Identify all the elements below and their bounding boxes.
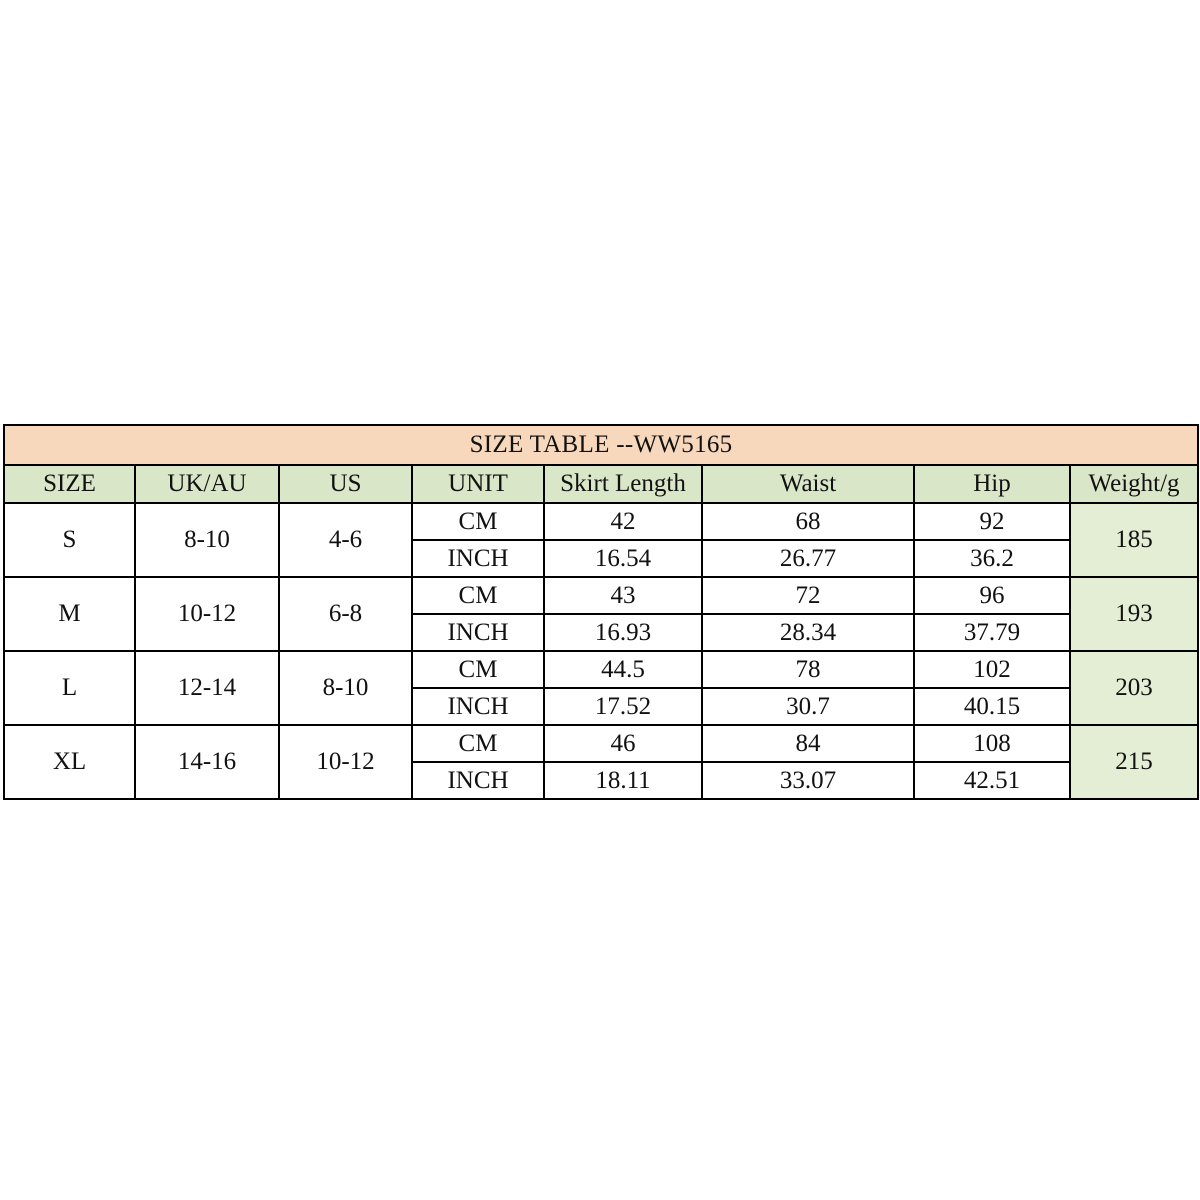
cell-skirt-inch: 17.52 [544, 688, 702, 725]
cell-ukau: 8-10 [135, 503, 279, 577]
cell-waist-inch: 30.7 [702, 688, 914, 725]
cell-waist-cm: 78 [702, 651, 914, 688]
column-header-ukau: UK/AU [135, 465, 279, 503]
cell-size: S [4, 503, 135, 577]
cell-unit-inch: INCH [412, 762, 544, 799]
cell-waist-cm: 84 [702, 725, 914, 762]
cell-hip-cm: 108 [914, 725, 1070, 762]
cell-unit-inch: INCH [412, 614, 544, 651]
cell-ukau: 14-16 [135, 725, 279, 799]
column-header-us: US [279, 465, 412, 503]
cell-unit-inch: INCH [412, 540, 544, 577]
table-row [4, 725, 1198, 762]
cell-waist-inch: 28.34 [702, 614, 914, 651]
cell-weight: 193 [1070, 577, 1198, 651]
cell-hip-inch: 37.79 [914, 614, 1070, 651]
cell-skirt-cm: 42 [544, 503, 702, 540]
cell-us: 8-10 [279, 651, 412, 725]
table-row [4, 577, 1198, 614]
cell-weight: 203 [1070, 651, 1198, 725]
cell-hip-cm: 96 [914, 577, 1070, 614]
cell-waist-inch: 33.07 [702, 762, 914, 799]
table-row [4, 503, 1198, 540]
column-header-waist: Waist [702, 465, 914, 503]
cell-unit-inch: INCH [412, 688, 544, 725]
cell-us: 6-8 [279, 577, 412, 651]
cell-ukau: 12-14 [135, 651, 279, 725]
cell-unit-cm: CM [412, 651, 544, 688]
cell-unit-cm: CM [412, 725, 544, 762]
cell-waist-cm: 72 [702, 577, 914, 614]
size-table [3, 424, 1199, 800]
cell-hip-inch: 36.2 [914, 540, 1070, 577]
cell-waist-cm: 68 [702, 503, 914, 540]
column-header-weight: Weight/g [1070, 465, 1198, 503]
cell-unit-cm: CM [412, 577, 544, 614]
cell-waist-inch: 26.77 [702, 540, 914, 577]
cell-unit-cm: CM [412, 503, 544, 540]
cell-hip-inch: 40.15 [914, 688, 1070, 725]
cell-us: 4-6 [279, 503, 412, 577]
cell-skirt-cm: 43 [544, 577, 702, 614]
table-row [4, 651, 1198, 688]
cell-weight: 215 [1070, 725, 1198, 799]
table-title: SIZE TABLE --WW5165 [4, 425, 1198, 465]
cell-hip-inch: 42.51 [914, 762, 1070, 799]
size-table-container [3, 424, 1197, 800]
cell-skirt-cm: 46 [544, 725, 702, 762]
column-header-skirt-length: Skirt Length [544, 465, 702, 503]
column-header-hip: Hip [914, 465, 1070, 503]
cell-skirt-cm: 44.5 [544, 651, 702, 688]
table-header-row [4, 465, 1198, 503]
column-header-size: SIZE [4, 465, 135, 503]
cell-us: 10-12 [279, 725, 412, 799]
cell-skirt-inch: 16.93 [544, 614, 702, 651]
column-header-unit: UNIT [412, 465, 544, 503]
cell-hip-cm: 92 [914, 503, 1070, 540]
cell-weight: 185 [1070, 503, 1198, 577]
cell-skirt-inch: 18.11 [544, 762, 702, 799]
cell-hip-cm: 102 [914, 651, 1070, 688]
cell-ukau: 10-12 [135, 577, 279, 651]
cell-size: L [4, 651, 135, 725]
cell-size: M [4, 577, 135, 651]
cell-size: XL [4, 725, 135, 799]
table-title-row [4, 425, 1198, 465]
cell-skirt-inch: 16.54 [544, 540, 702, 577]
